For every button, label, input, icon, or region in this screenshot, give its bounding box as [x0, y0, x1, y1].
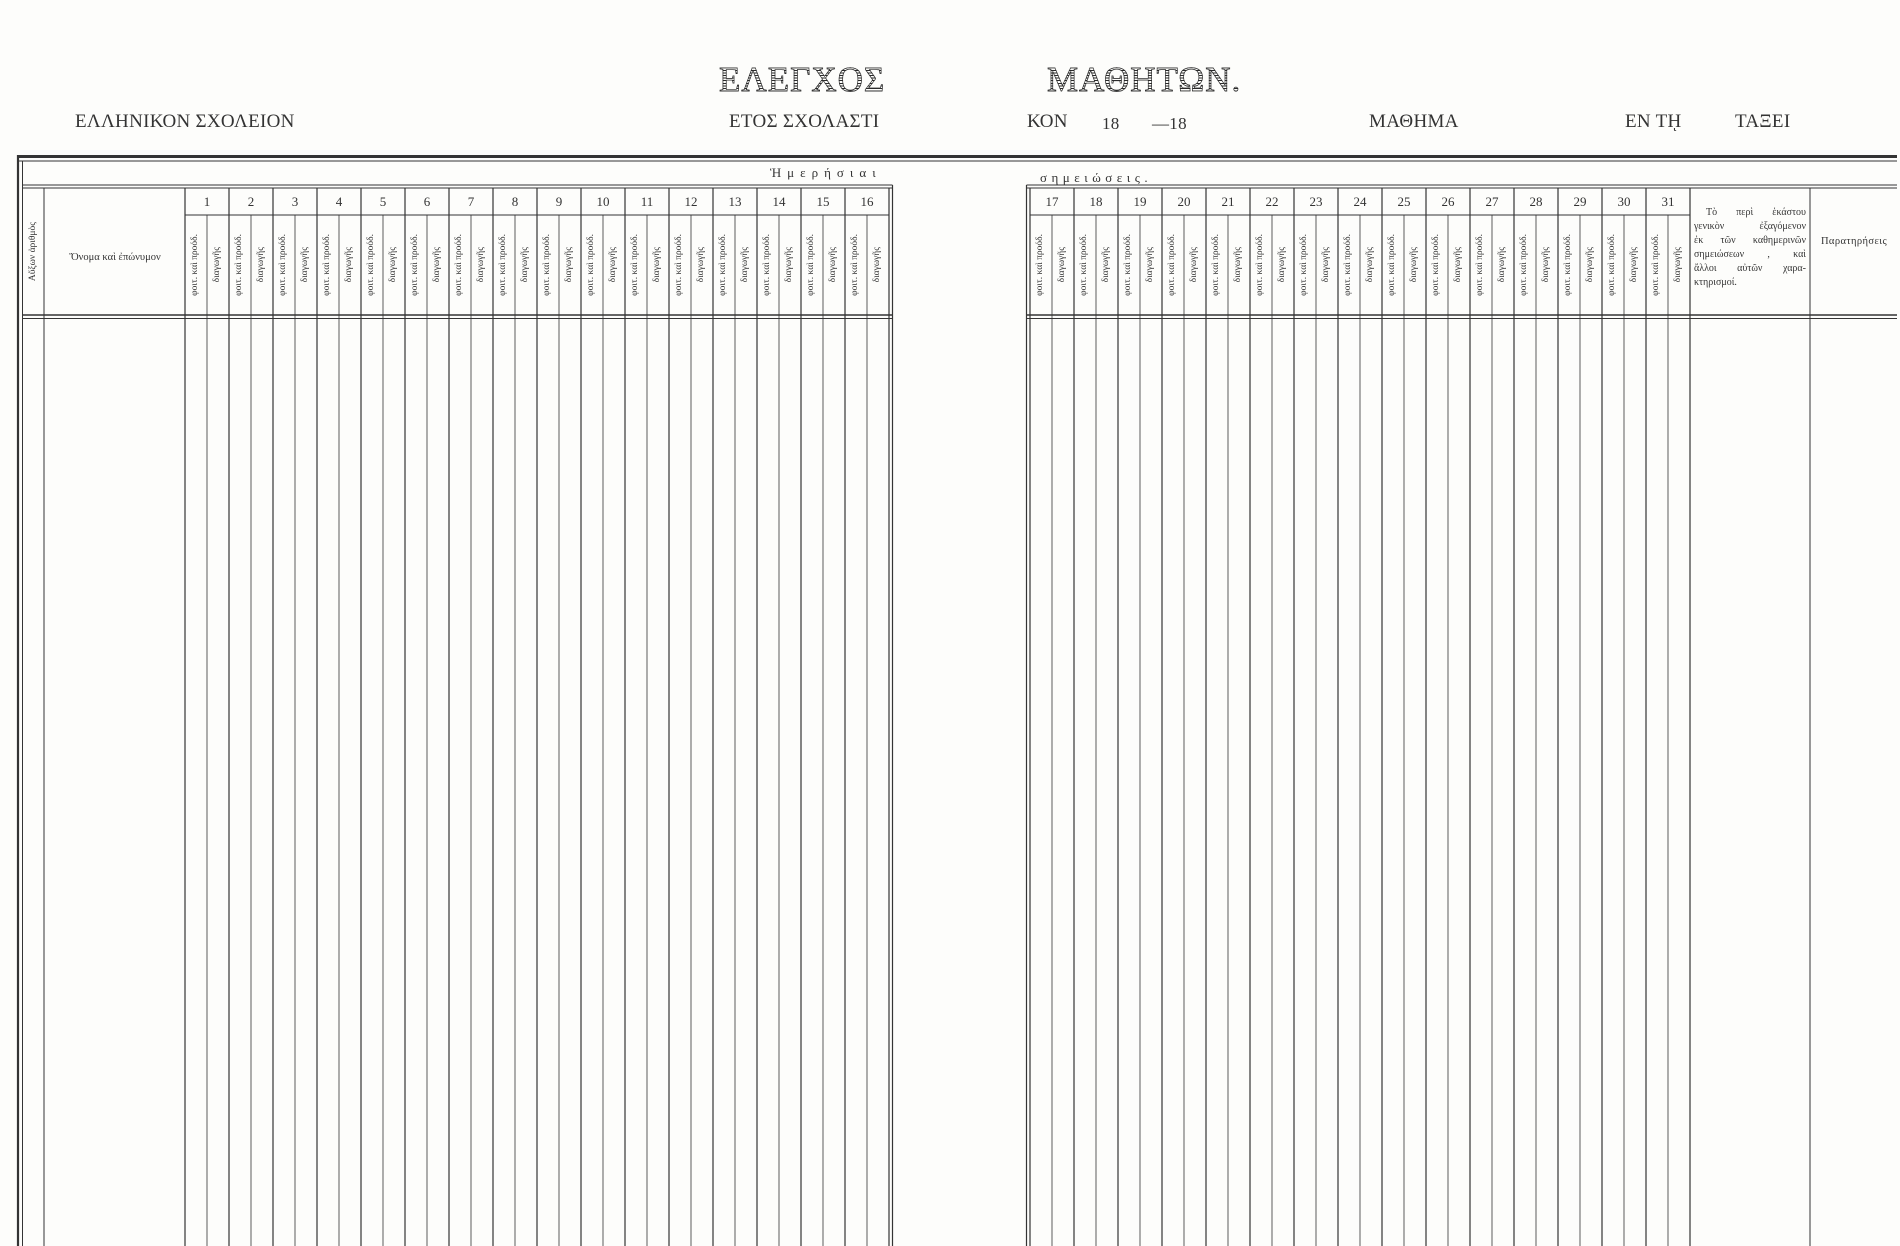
- conduct-label: διαγωγῆς: [256, 247, 267, 283]
- conduct-cell: [1184, 216, 1206, 314]
- day-number-header: 14: [772, 194, 786, 209]
- conduct-cell: [339, 216, 361, 314]
- conduct-label: διαγωγῆς: [476, 247, 487, 283]
- conduct-label: διαγωγῆς: [564, 247, 575, 283]
- summary-line: γενικὸν ἐξαγόμενον: [1694, 221, 1806, 232]
- attendance-progress-label: φοιτ. καὶ προόδ.: [1299, 234, 1310, 296]
- conduct-label: διαγωγῆς: [300, 247, 311, 283]
- attendance-progress-cell: [625, 216, 647, 314]
- summary-line: Τὸ περὶ ἑκάστου: [1706, 207, 1806, 218]
- attendance-progress-label: φοιτ. καὶ προόδ.: [850, 234, 861, 296]
- attendance-progress-label: φοιτ. καὶ προόδ.: [630, 234, 641, 296]
- conduct-cell: [515, 216, 537, 314]
- attendance-progress-label: φοιτ. καὶ προόδ.: [1519, 234, 1530, 296]
- attendance-progress-cell: [669, 216, 691, 314]
- conduct-label: διαγωγῆς: [1365, 247, 1376, 283]
- conduct-cell: [779, 216, 801, 314]
- attendance-progress-cell: [1074, 216, 1096, 314]
- conduct-cell: [1492, 216, 1514, 314]
- attendance-progress-label: φοιτ. καὶ προόδ.: [718, 234, 729, 296]
- day-number-header: 20: [1177, 194, 1191, 209]
- conduct-label: διαγωγῆς: [652, 247, 663, 283]
- conduct-cell: [295, 216, 317, 314]
- conduct-label: διαγωγῆς: [740, 247, 751, 283]
- conduct-cell: [559, 216, 581, 314]
- day-number-header: 1: [203, 194, 211, 209]
- attendance-progress-cell: [1646, 216, 1668, 314]
- conduct-label: διαγωγῆς: [1189, 247, 1200, 283]
- day-number-header: 23: [1309, 194, 1323, 209]
- conduct-label: διαγωγῆς: [696, 247, 707, 283]
- serial-number-label: Αὔξων ἀριθμὸς: [27, 222, 38, 282]
- attendance-progress-cell: [449, 216, 471, 314]
- conduct-label: διαγωγῆς: [1585, 247, 1596, 283]
- attendance-progress-label: φοιτ. καὶ προόδ.: [366, 234, 377, 296]
- day-number-header: 17: [1045, 194, 1059, 209]
- attendance-progress-cell: [185, 216, 207, 314]
- day-number-header: 12: [684, 194, 698, 209]
- day-number-header: 8: [511, 194, 519, 209]
- conduct-label: διαγωγῆς: [1497, 247, 1508, 283]
- attendance-progress-label: φοιτ. καὶ προόδ.: [1167, 234, 1178, 296]
- attendance-progress-label: φοιτ. καὶ προόδ.: [1079, 234, 1090, 296]
- conduct-cell: [1448, 216, 1470, 314]
- attendance-progress-label: φοιτ. καὶ προόδ.: [1475, 234, 1486, 296]
- summary-line: ἐκ τῶν καθημερινῶν: [1694, 235, 1806, 246]
- attendance-progress-cell: [1030, 216, 1052, 314]
- attendance-progress-label: φοιτ. καὶ προόδ.: [1431, 234, 1442, 296]
- attendance-progress-cell: [317, 216, 339, 314]
- attendance-progress-cell: [405, 216, 427, 314]
- conduct-label: διαγωγῆς: [1101, 247, 1112, 283]
- day-number-header: 5: [379, 194, 387, 209]
- conduct-label: διαγωγῆς: [1409, 247, 1420, 283]
- banner-left: Ἡμερήσιαι: [770, 165, 882, 180]
- day-number-header: 30: [1617, 194, 1631, 209]
- conduct-cell: [1624, 216, 1646, 314]
- year-to: —18: [1152, 114, 1187, 133]
- day-number-header: 27: [1485, 194, 1499, 209]
- conduct-label: διαγωγῆς: [608, 247, 619, 283]
- day-number-header: 13: [728, 194, 742, 209]
- day-number-header: 15: [816, 194, 830, 209]
- school-year-label-2: ΚΟΝ: [1027, 111, 1068, 132]
- attendance-progress-label: φοιτ. καὶ προόδ.: [762, 234, 773, 296]
- day-number-header: 11: [640, 194, 654, 209]
- conduct-label: διαγωγῆς: [520, 247, 531, 283]
- conduct-label: διαγωγῆς: [784, 247, 795, 283]
- conduct-label: διαγωγῆς: [1145, 247, 1156, 283]
- conduct-label: διαγωγῆς: [388, 247, 399, 283]
- attendance-progress-cell: [1250, 216, 1272, 314]
- conduct-label: διαγωγῆς: [1057, 247, 1068, 283]
- attendance-progress-label: φοιτ. καὶ προόδ.: [806, 234, 817, 296]
- conduct-cell: [1052, 216, 1074, 314]
- attendance-progress-cell: [1602, 216, 1624, 314]
- conduct-label: διαγωγῆς: [1277, 247, 1288, 283]
- day-number-header: 7: [467, 194, 475, 209]
- day-number-header: 24: [1353, 194, 1367, 209]
- attendance-progress-cell: [801, 216, 823, 314]
- attendance-progress-label: φοιτ. καὶ προόδ.: [1563, 234, 1574, 296]
- attendance-progress-cell: [273, 216, 295, 314]
- summary-line: σημειώσεων , καὶ: [1694, 249, 1806, 260]
- conduct-cell: [603, 216, 625, 314]
- attendance-progress-label: φοιτ. καὶ προόδ.: [1343, 234, 1354, 296]
- conduct-cell: [1272, 216, 1294, 314]
- attendance-progress-label: φοιτ. καὶ προόδ.: [190, 234, 201, 296]
- attendance-progress-cell: [1470, 216, 1492, 314]
- attendance-progress-label: φοιτ. καὶ προόδ.: [1607, 234, 1618, 296]
- day-number-header: 9: [555, 194, 563, 209]
- title-left: ΕΛΕΓΧΟΣ: [719, 60, 886, 99]
- conduct-label: διαγωγῆς: [1541, 247, 1552, 283]
- day-number-header: 4: [335, 194, 343, 209]
- attendance-progress-cell: [493, 216, 515, 314]
- conduct-cell: [1140, 216, 1162, 314]
- conduct-cell: [691, 216, 713, 314]
- attendance-progress-label: φοιτ. καὶ προόδ.: [542, 234, 553, 296]
- attendance-progress-label: φοιτ. καὶ προόδ.: [1123, 234, 1134, 296]
- conduct-cell: [1668, 216, 1690, 314]
- attendance-progress-cell: [845, 216, 867, 314]
- attendance-progress-label: φοιτ. καὶ προόδ.: [234, 234, 245, 296]
- attendance-progress-label: φοιτ. καὶ προόδ.: [498, 234, 509, 296]
- conduct-cell: [251, 216, 273, 314]
- attendance-progress-cell: [1426, 216, 1448, 314]
- banner-right: σημειώσεις.: [1040, 170, 1153, 185]
- day-number-header: 6: [423, 194, 431, 209]
- name-column-header: Ὄνομα καὶ ἐπώνυμον: [69, 252, 161, 263]
- conduct-label: διαγωγῆς: [1233, 247, 1244, 283]
- school-label: ΕΛΛΗΝΙΚΟΝ ΣΧΟΛΕΙΟΝ: [75, 111, 295, 132]
- summary-line: ἄλλοι αὐτῶν χαρα-: [1694, 263, 1806, 274]
- conduct-cell: [647, 216, 669, 314]
- day-number-header: 19: [1133, 194, 1147, 209]
- remarks-column-header: Παρατηρήσεις: [1820, 236, 1888, 247]
- day-number-header: 22: [1265, 194, 1279, 209]
- conduct-cell: [1536, 216, 1558, 314]
- attendance-progress-cell: [1118, 216, 1140, 314]
- day-number-header: 26: [1441, 194, 1455, 209]
- conduct-label: διαγωγῆς: [872, 247, 883, 283]
- attendance-progress-label: φοιτ. καὶ προόδ.: [1035, 234, 1046, 296]
- subject-label: ΜΑΘΗΜΑ: [1369, 111, 1459, 132]
- conduct-cell: [735, 216, 757, 314]
- conduct-cell: [427, 216, 449, 314]
- conduct-label: διαγωγῆς: [212, 247, 223, 283]
- conduct-cell: [823, 216, 845, 314]
- conduct-cell: [383, 216, 405, 314]
- attendance-progress-label: φοιτ. καὶ προόδ.: [586, 234, 597, 296]
- attendance-progress-cell: [713, 216, 735, 314]
- attendance-progress-label: φοιτ. καὶ προόδ.: [1387, 234, 1398, 296]
- conduct-label: διαγωγῆς: [1673, 247, 1684, 283]
- day-number-header: 21: [1221, 194, 1235, 209]
- year-from: 18: [1102, 114, 1120, 133]
- summary-column-header: [1694, 206, 1806, 290]
- day-number-header: 25: [1397, 194, 1411, 209]
- day-number-header: 16: [860, 194, 874, 209]
- attendance-progress-cell: [757, 216, 779, 314]
- attendance-progress-label: φοιτ. καὶ προόδ.: [1651, 234, 1662, 296]
- conduct-cell: [1360, 216, 1382, 314]
- conduct-cell: [1316, 216, 1338, 314]
- class-label-2: ΤΑΞΕΙ: [1735, 111, 1791, 132]
- conduct-label: διαγωγῆς: [432, 247, 443, 283]
- school-year-label-1: ΕΤΟΣ ΣΧΟΛΑΣΤΙ: [729, 111, 880, 132]
- conduct-cell: [471, 216, 493, 314]
- class-label-1: ΕΝ Τῌ: [1625, 111, 1682, 132]
- attendance-progress-cell: [1514, 216, 1536, 314]
- conduct-cell: [207, 216, 229, 314]
- conduct-cell: [1404, 216, 1426, 314]
- day-number-header: 28: [1529, 194, 1543, 209]
- day-number-header: 10: [596, 194, 610, 209]
- attendance-progress-cell: [1162, 216, 1184, 314]
- conduct-cell: [1228, 216, 1250, 314]
- conduct-label: διαγωγῆς: [1321, 247, 1332, 283]
- attendance-progress-label: φοιτ. καὶ προόδ.: [674, 234, 685, 296]
- attendance-progress-label: φοιτ. καὶ προόδ.: [1255, 234, 1266, 296]
- title-right: ΜΑΘΗΤΩΝ.: [1047, 60, 1242, 99]
- conduct-label: διαγωγῆς: [344, 247, 355, 283]
- attendance-progress-label: φοιτ. καὶ προόδ.: [410, 234, 421, 296]
- attendance-progress-cell: [361, 216, 383, 314]
- day-number-header: 29: [1573, 194, 1587, 209]
- conduct-cell: [1096, 216, 1118, 314]
- attendance-progress-label: φοιτ. καὶ προόδ.: [322, 234, 333, 296]
- conduct-label: διαγωγῆς: [1629, 247, 1640, 283]
- day-number-header: 18: [1089, 194, 1103, 209]
- attendance-progress-label: φοιτ. καὶ προόδ.: [454, 234, 465, 296]
- day-number-header: 2: [247, 194, 255, 209]
- serial-number-header: [23, 189, 44, 315]
- attendance-progress-label: φοιτ. καὶ προόδ.: [1211, 234, 1222, 296]
- conduct-cell: [1580, 216, 1602, 314]
- attendance-progress-cell: [537, 216, 559, 314]
- attendance-progress-cell: [1206, 216, 1228, 314]
- day-number-header: 31: [1661, 194, 1675, 209]
- attendance-progress-cell: [229, 216, 251, 314]
- attendance-progress-cell: [1294, 216, 1316, 314]
- attendance-progress-cell: [1338, 216, 1360, 314]
- conduct-label: διαγωγῆς: [1453, 247, 1464, 283]
- attendance-progress-label: φοιτ. καὶ προόδ.: [278, 234, 289, 296]
- day-number-header: 3: [291, 194, 299, 209]
- conduct-cell: [867, 216, 889, 314]
- conduct-label: διαγωγῆς: [828, 247, 839, 283]
- summary-line: κτηρισμοί.: [1694, 277, 1737, 288]
- attendance-progress-cell: [1382, 216, 1404, 314]
- attendance-progress-cell: [581, 216, 603, 314]
- attendance-progress-cell: [1558, 216, 1580, 314]
